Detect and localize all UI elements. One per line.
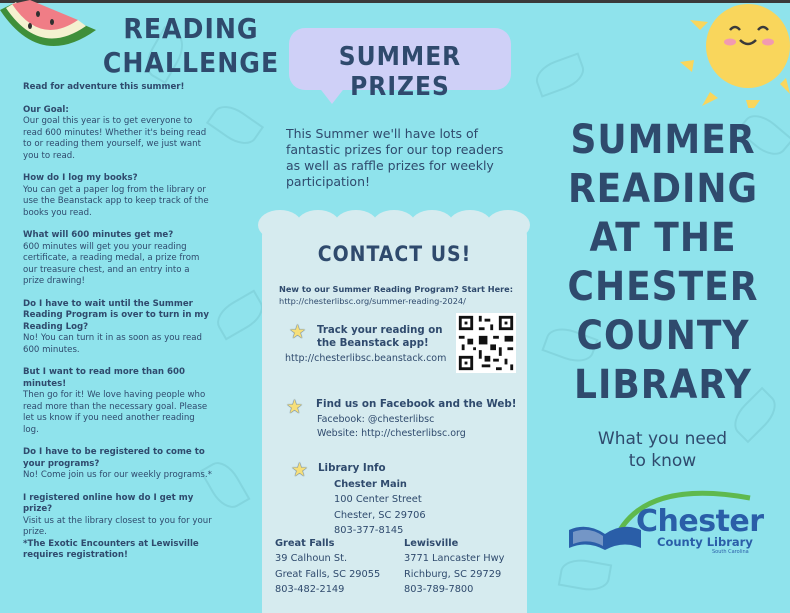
- cover-title-line: SUMMER: [570, 117, 756, 163]
- star-icon: ★: [291, 459, 309, 481]
- branch-city: Chester, SC 29706: [334, 509, 426, 521]
- faq-question: But I want to read more than 600 minutes!: [23, 367, 185, 389]
- branch-address: 39 Calhoun St.: [275, 553, 348, 565]
- cover-title-line: LIBRARY: [574, 362, 752, 408]
- faq-question: How do I log my books?: [23, 173, 138, 183]
- branch-phone: 803-482-2149: [275, 584, 345, 596]
- beanstack-link[interactable]: http://chesterlibsc.beanstack.com: [285, 353, 447, 364]
- cover-title-line: CHESTER: [567, 264, 759, 310]
- cover-title-line: AT THE: [589, 215, 737, 261]
- faq-question: What will 600 minutes get me?: [23, 230, 174, 240]
- star-icon: ★: [289, 321, 307, 343]
- top-border: [0, 0, 790, 3]
- faq-section: [23, 82, 213, 562]
- faq-answer: No! You can turn it in as soon as you read 600 minutes.: [23, 333, 203, 355]
- new-program-label: New to our Summer Reading Program? Start Here:: [279, 284, 513, 294]
- track-reading-heading: Track your reading on the Beanstack app!: [317, 325, 443, 349]
- faq-answer: You can get a paper log from the library or use the Beanstack app to keep track of the books you read.: [23, 184, 209, 218]
- title-line: READING: [123, 12, 259, 45]
- faq-answer: No! Come join us for our weekly programs.*: [23, 470, 212, 480]
- leaf-decoration: [211, 290, 269, 341]
- library-info-heading: Library Info: [318, 462, 386, 474]
- reading-challenge-title: [96, 12, 286, 80]
- branch-address: 100 Center Street: [334, 494, 422, 506]
- cover-subtitle: [575, 428, 750, 472]
- new-program-link[interactable]: http://chesterlibsc.org/summer-reading-2024/: [279, 296, 466, 306]
- branch-name: Chester Main: [334, 479, 407, 490]
- cover-title-line: COUNTY: [576, 313, 750, 359]
- branch-address: 3771 Lancaster Hwy: [404, 553, 505, 565]
- star-icon: ★: [286, 396, 304, 418]
- faq-answer: 600 minutes will get you your reading certificate, a reading medal, a prize from our treasure chest, and an entry into a prize drawing!: [23, 241, 200, 286]
- prizes-description: This Summer we'll have lots of fantastic prizes for our top readers as well as raffle prizes for weekly participation!: [286, 126, 504, 189]
- branch-name: Lewisville: [404, 538, 459, 549]
- subtitle-line: to know: [628, 451, 697, 471]
- branch-great-falls: [275, 536, 380, 598]
- faq-question: Do I have to wait until the Summer Reading Program is over to turn in my Reading Log?: [23, 298, 209, 332]
- cover-title: [558, 116, 768, 410]
- intro-text: Read for adventure this summer!: [23, 82, 185, 92]
- website-link[interactable]: Website: http://chesterlibsc.org: [317, 428, 466, 439]
- leaf-decoration: [206, 98, 264, 151]
- registration-note: *The Exotic Encounters at Lewisville requires registration!: [23, 538, 199, 560]
- branch-phone: 803-377-8145: [334, 525, 404, 537]
- logo-chester-text: Chester: [636, 504, 764, 539]
- branch-chester-main: [334, 477, 426, 539]
- faq-answer: Our goal this year is to get everyone to read 600 minutes! Whether it's being read to or reading them yourself, we just want you to read.: [23, 116, 207, 161]
- logo-county-text: County Library: [657, 535, 753, 549]
- faq-answer: Then go for it! We love having people who read more than the necessary goal. Please let us know if you need another reading log.: [23, 390, 208, 435]
- facebook-handle[interactable]: Facebook: @chesterlibsc: [317, 414, 435, 425]
- title-line: CHALLENGE: [102, 46, 280, 79]
- branch-city: Richburg, SC 29729: [404, 568, 502, 580]
- faq-question: I registered online how do I get my prize?: [23, 492, 194, 514]
- faq-question: Do I have to be registered to come to your programs?: [23, 447, 205, 469]
- faq-question: Our Goal:: [23, 104, 69, 115]
- branch-lewisville: [404, 536, 504, 598]
- faq-answer: Visit us at the library closest to you for your prize.: [23, 515, 212, 537]
- sun-icon: [680, 0, 790, 108]
- watermelon-icon: [0, 0, 98, 62]
- branch-city: Great Falls, SC 29055: [275, 568, 381, 580]
- branch-name: Great Falls: [275, 538, 335, 549]
- leaf-decoration: [558, 556, 612, 594]
- facebook-web-heading: Find us on Facebook and the Web!: [316, 398, 517, 410]
- leaf-decoration: [531, 52, 588, 97]
- contact-title: CONTACT US!: [317, 242, 472, 266]
- logo-state-text: South Carolina: [712, 549, 749, 555]
- panel-scallop: [486, 210, 530, 240]
- branch-phone: 803-789-7800: [404, 584, 474, 596]
- cover-title-line: READING: [567, 166, 759, 212]
- qr-code-icon[interactable]: [456, 313, 516, 373]
- summer-prizes-title: SUMMER PRIZES: [338, 42, 462, 102]
- open-book-icon: [565, 520, 645, 554]
- subtitle-line: What you need: [597, 429, 728, 449]
